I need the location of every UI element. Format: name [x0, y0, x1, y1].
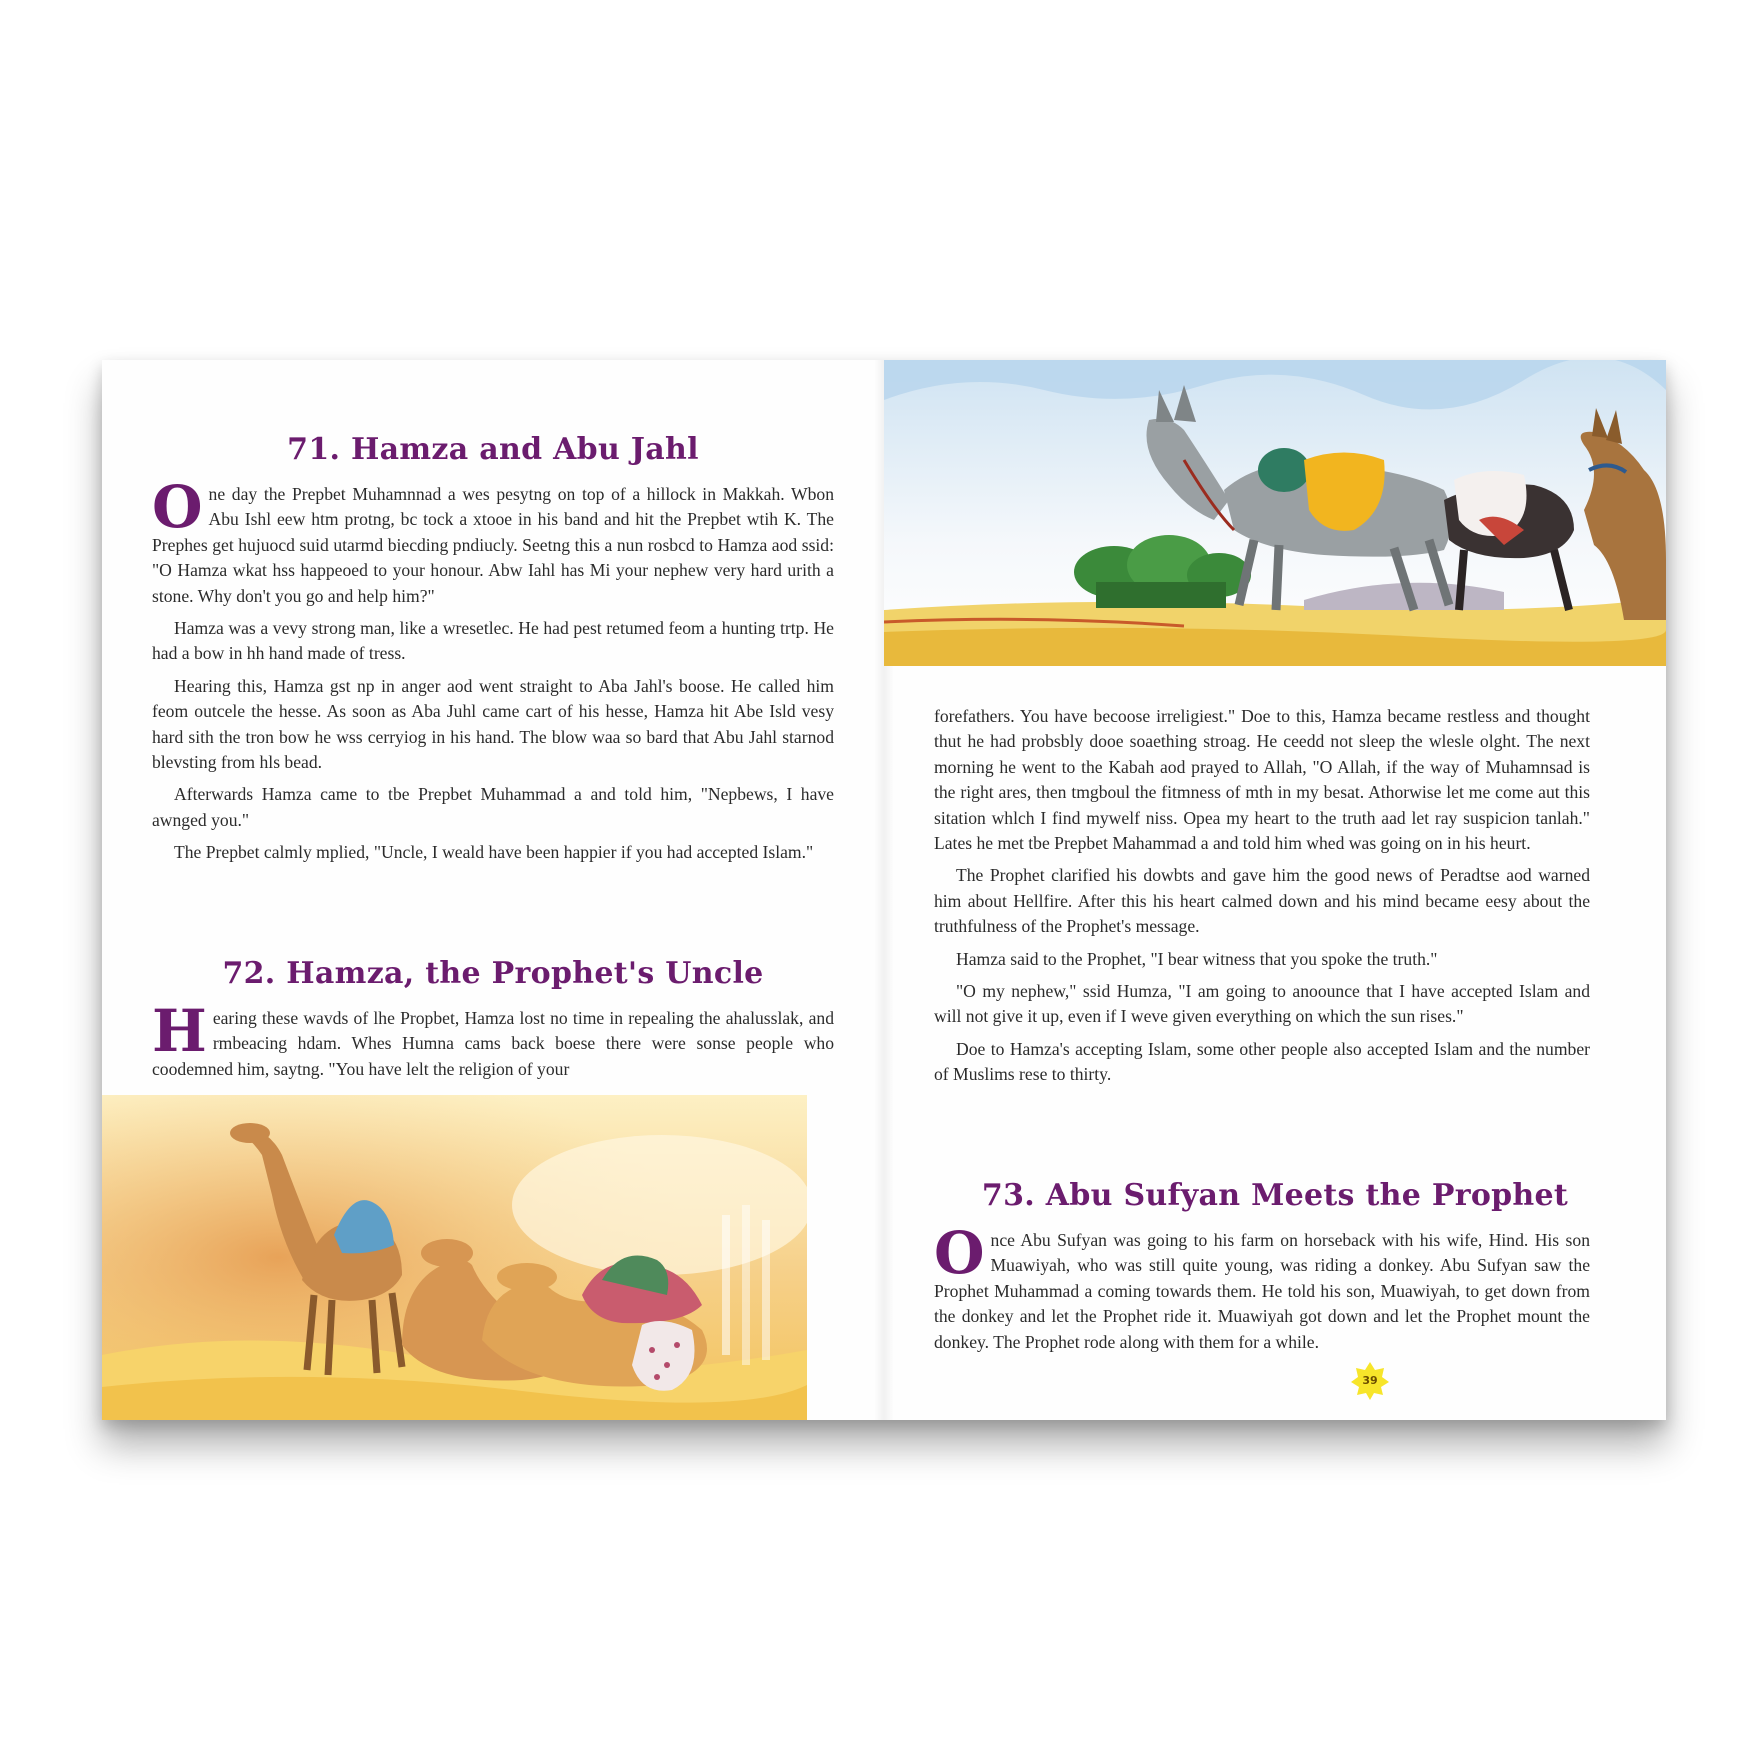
section-71-paragraph-3: Hearing this, Hamza gst np in anger aod went straight to Aba Jahl's boose. He called him feom outcele the hesse. As soon as Aba Juhl came cart of his hesse, Hamza hit Abe Isld vesy hard sith the tron bow he wss cerryiog in his hand. The blow waa so bard that Abu Jahl starnod blevsting from hls bead.	[152, 675, 834, 773]
section-71-body	[152, 473, 834, 873]
section-71-paragraph-5: The Prepbet calmly mplied, "Uncle, I weald have been happier if you had accepted Islam."	[174, 842, 814, 863]
section-72-continued-body	[934, 704, 1590, 1095]
left-page	[102, 360, 884, 1420]
continued-paragraph-3: Hamza said to the Prophet, "I bear witness that you spoke the truth."	[956, 948, 1438, 969]
continued-paragraph-2: The Prophet clarified his dowbts and gave him the good news of Peradtse aod warned him about Hellfire. After this his heart calmed down and his mind became eesy about the truthfulness of the Prophet's message.	[934, 865, 1590, 937]
book-spread	[102, 360, 1666, 1420]
drop-cap: O	[152, 473, 203, 541]
camels-illustration	[102, 1095, 807, 1420]
section-73-paragraph-1: Once Abu Sufyan was going to his farm on horseback with his wife, Hind. His son Muawiyah, who was still quite young, was riding a donkey. Abu Sufyan saw the Prophet Muhammad a coming towards them. He told his son, Muawiyah, to get down from the donkey and let the Prophet ride it. Muawiyah got down and let the Prophet mount the donkey. The Prophet rode along with them for a while.	[934, 1219, 1590, 1352]
section-72-paragraph-1: Hearing these wavds of lhe Propbet, Hamza lost no time in repealing the ahalusslak, and rmbeacing hdam. Whes Humna cams back boese there were sonse people who coodemned him, saytng. "You have lelt the religion of your	[152, 997, 834, 1079]
section-71-paragraph-1: One day the Prepbet Muhamnnad a wes pesytng on top of a hillock in Makkah. Wbon Abu Ishl eew htm protng, bc tock a xtooe in his band and hit the Prepbet wtih K. The Prephes get hujuocd suid utarmd biecding pndiucly. Seetng this a nun rosbcd to Hamza aod ssid: "O Hamza wkat hss happeoed to your honour. Abw Iahl has Mi your nephew very hard urith a stone. Why don't you go and help him?"	[152, 473, 834, 606]
drop-cap: H	[152, 997, 207, 1065]
right-page	[884, 360, 1666, 1420]
donkeys-artwork	[884, 360, 1666, 666]
donkeys-illustration	[884, 360, 1666, 666]
section-71-paragraph-2: Hamza was a vevy strong man, like a wresetlec. He had pest retumed feom a hunting trtp. He had a bow in hh hand made of tress.	[152, 618, 834, 664]
camels-artwork	[102, 1095, 807, 1420]
section-72-body	[152, 997, 834, 1089]
section-73-title: 73. Abu Sufyan Meets the Prophet	[981, 1178, 1569, 1213]
page-number-badge	[1350, 1360, 1390, 1400]
section-72-title: 72. Hamza, the Prophet's Uncle	[222, 956, 764, 991]
section-71-paragraph-4: Afterwards Hamza came to tbe Prepbet Muhammad a and told him, "Nepbews, I have awnged you."	[152, 784, 834, 830]
continued-paragraph-4: "O my nephew," ssid Humza, "I am going to anoounce that I have accepted Islam and will not give it up, even if I weve given everything on which the sun rises."	[934, 981, 1590, 1027]
continued-paragraph-1: forefathers. You have becoose irreligiest." Doe to this, Hamza became restless and thought thut he had probsbly dooe soaething stroag. He ceedd not sleep the wlesle olght. The next morning he went to the Kabah aod prayed to Allah, "O Allah, if the way of Muhamnsad is the right ares, then tmgboul the fitmness of mth in my besat. Athorwise let me come aut this sitation whlch I find mywelf niss. Opea my heart to the truth aad let ray suspicion tanlah." Lates he met tbe Prepbet Mahammad a and told him whed was going on in his heurt.	[934, 706, 1590, 854]
section-71-title: 71. Hamza and Abu Jahl	[287, 432, 699, 467]
continued-paragraph-5: Doe to Hamza's accepting Islam, some other people also accepted Islam and the number of Muslims rese to thirty.	[934, 1038, 1590, 1085]
section-73-body	[934, 1219, 1590, 1362]
page-number: 39	[1362, 1373, 1378, 1387]
drop-cap: O	[934, 1219, 985, 1287]
